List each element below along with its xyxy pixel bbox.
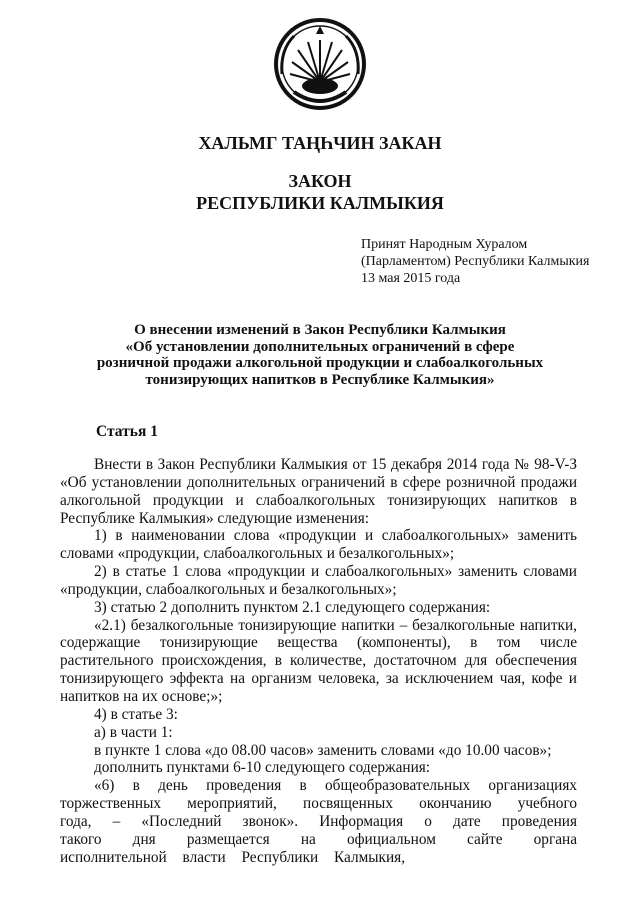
paragraph-points-6-10: дополнить пунктами 6-10 следующего содержания: (94, 759, 431, 777)
paragraph-item-2-1: «2.1) безалкогольные тонизирующие напитки – безалкогольные напитки, содержащие тонизирующие вещества (компоненты), в том числе растительного происхождения, в количестве, достаточном для обеспечения тонизирующего эффекта на организм человека, за исключением чая, кофе и напитков на их основе;»; (60, 616, 577, 705)
paragraph-item-1: 1) в наименовании слова «продукции и слабоалкогольных» заменить словами «продукции, слабоалкогольных и безалкогольных»; (60, 527, 577, 563)
adoption-line-1: Принят Народным Хуралом (361, 237, 528, 252)
law-title-line-1: О внесении изменений в Закон Республики Калмыкия (134, 322, 506, 338)
paragraph-item-4: 4) в статье 3: (94, 705, 178, 723)
paragraph-item-3: 3) статью 2 дополнить пунктом 2.1 следующего содержания: (94, 598, 491, 616)
paragraph-subitem-a: а) в части 1: (94, 723, 173, 741)
law-title-line-4: тонизирующих напитков в Республике Калмыкия» (145, 371, 495, 388)
law-title-line-2: «Об установлении дополнительных ограничений в сфере (125, 338, 515, 355)
adoption-note (361, 236, 589, 287)
coat-of-arms-emblem (272, 14, 368, 114)
republic-name: РЕСПУБЛИКИ КАЛМЫКИЯ (196, 193, 444, 213)
paragraph-item-2: 2) в статье 1 слова «продукции и слабоалкогольных» заменить словами «продукции, слабоалкогольных и безалкогольных»; (60, 563, 577, 598)
adoption-date: 13 мая 2015 года (361, 271, 461, 286)
kalmyk-law-title: ХАЛЬМГ ТАҢҺЧИН ЗАКАН (198, 133, 442, 153)
law-title-line-3: розничной продажи алкогольной продукции и слабоалкогольных (96, 355, 544, 371)
adoption-line-2: (Парламентом) Республики Калмыкия (361, 254, 590, 269)
article-body (60, 456, 577, 866)
law-label: ЗАКОН (288, 171, 352, 191)
paragraph-point-6: «6) в день проведения в общеобразовательных организациях торжественных мероприятий, посвященных окончанию учебного года, – «Последний звонок». Информация о дате проведения такого дня размещается на официальном сайте органа исполнительной власти Республики Калмыкия, (60, 777, 577, 866)
paragraph-point-1: в пункте 1 слова «до 08.00 часов» заменить словами «до 10.00 часов»; (94, 741, 552, 759)
law-title (70, 322, 570, 388)
article-heading: Статья 1 (96, 423, 158, 440)
paragraph-intro: Внести в Закон Республики Калмыкия от 15 декабря 2014 года № 98-V-З «Об установлении дополнительных ограничений в сфере розничной продажи алкогольной продукции и слабоалкогольных тонизирующих напитков в Республике Калмыкия» следующие изменения: (60, 456, 577, 527)
law-heading (0, 170, 640, 214)
